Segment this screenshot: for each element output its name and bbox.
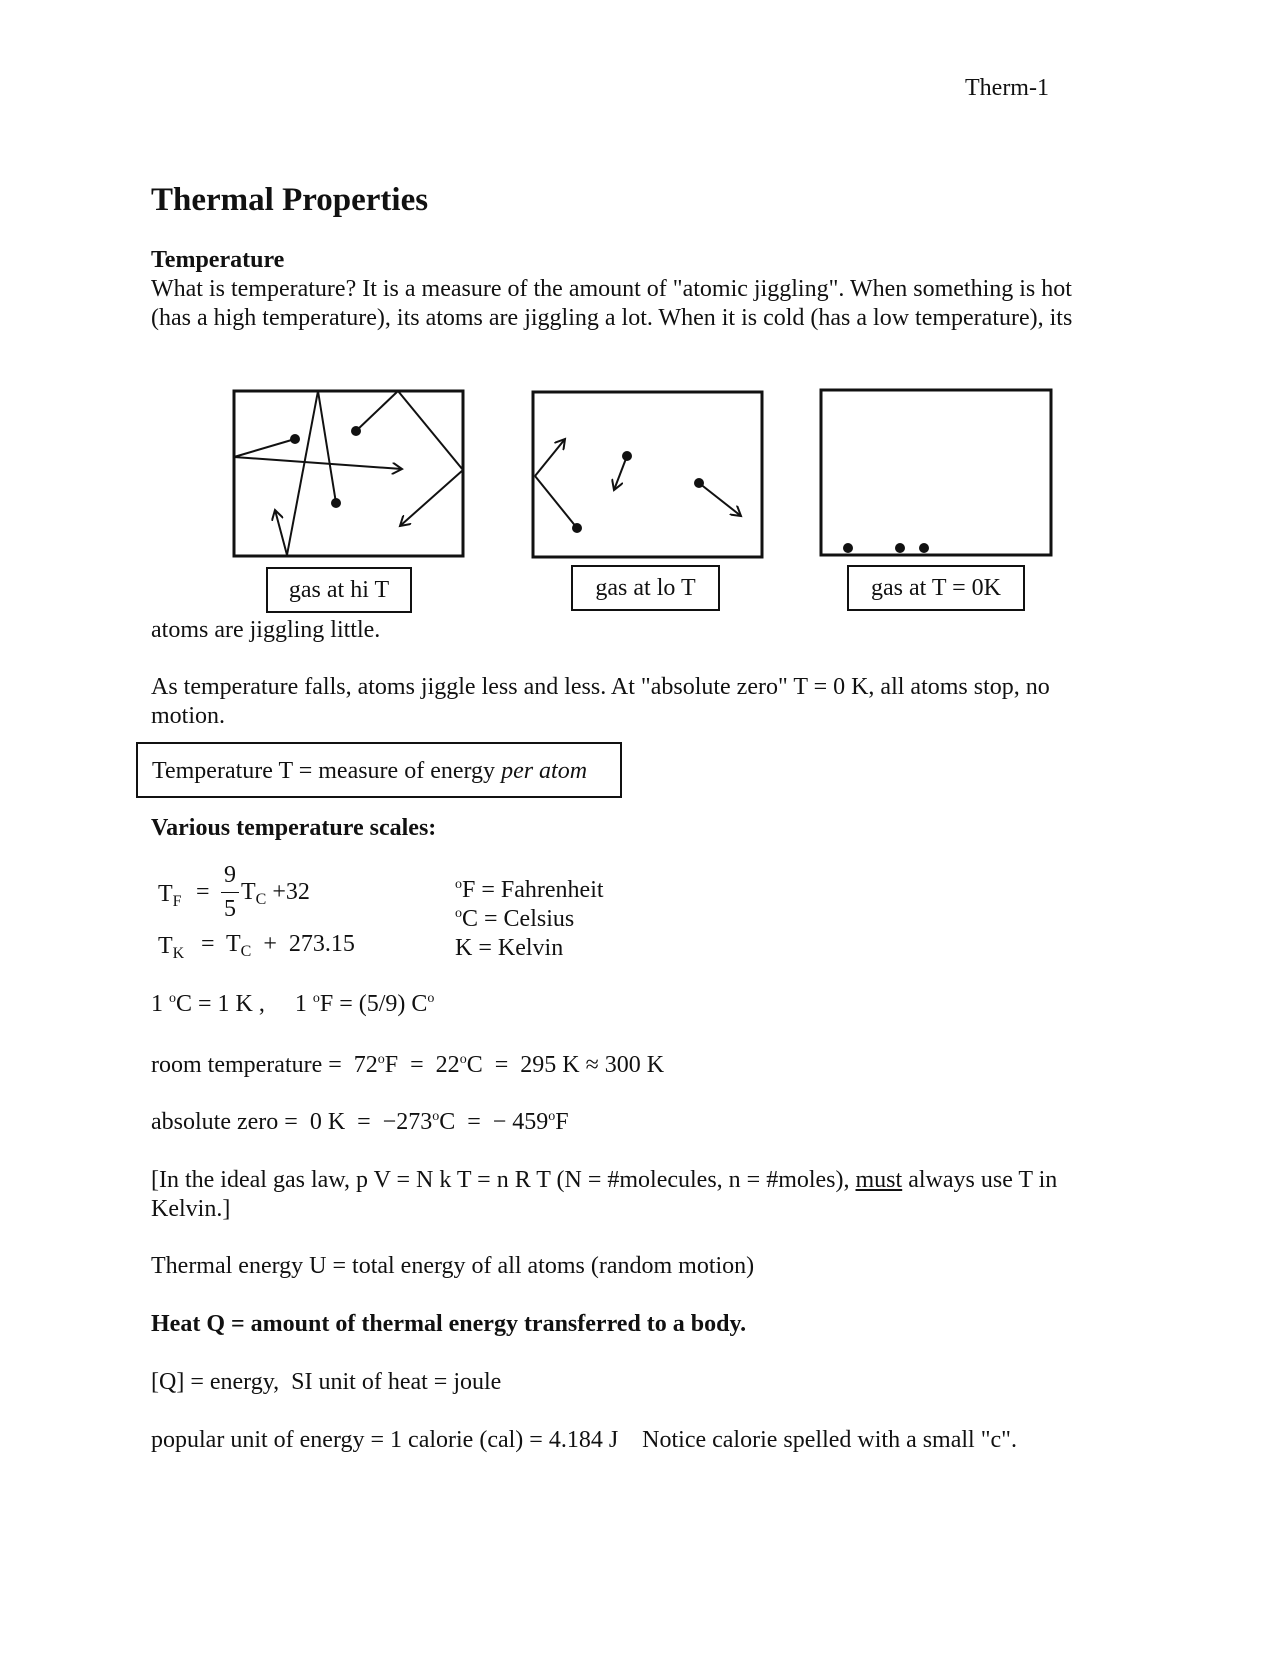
absolute-zero-line-1: As temperature falls, atoms jiggle less and less. At "absolute zero" T = 0 K, all atoms stop, no <box>151 674 1050 700</box>
definition-box <box>136 742 622 798</box>
intro-line-3: atoms are jiggling little. <box>151 617 381 643</box>
formula-f-lhs: $T_F$ <box>158 881 182 910</box>
section-heading-temperature: Temperature <box>151 247 285 273</box>
gas-diagram-drawing <box>0 0 1280 640</box>
definition-text: Temperature T = measure of energy <box>152 758 502 784</box>
page-label: Therm-1 <box>965 75 1049 101</box>
scales-heading: Various temperature scales: <box>151 815 437 841</box>
thermal-energy-line: Thermal energy U = total energy of all atoms (random motion) <box>151 1253 755 1279</box>
box-zero <box>821 390 1051 555</box>
heat-units-line: [Q] = energy, SI unit of heat = joule <box>151 1369 502 1395</box>
legend-celsius: $^o$C = Celsius <box>455 906 575 932</box>
box-cold <box>533 392 762 557</box>
atoms-cold <box>535 439 741 528</box>
absolute-zero-line-2: motion. <box>151 703 226 729</box>
atoms-hot <box>234 391 463 555</box>
intro-line-2: (has a high temperature), its atoms are jiggling a lot. When it is cold (has a low temperature), its <box>151 305 1073 331</box>
atom-dots-cold <box>572 451 704 533</box>
caption-hot: gas at hi T <box>266 567 412 613</box>
page-title: Thermal Properties <box>151 182 429 218</box>
unit-equivalence: 1 $^o$C = 1 K , 1 $^o$F = (5/9) $C^o$ <box>151 991 435 1017</box>
caption-zero: gas at T = 0K <box>847 565 1025 611</box>
definition-emphasis: per atom <box>501 758 588 784</box>
legend-kelvin: K = Kelvin <box>455 935 564 961</box>
ideal-gas-line-1: [In the ideal gas law, p V = N k T = n R T (N = #molecules, n = #moles), must always use T in <box>151 1167 1058 1193</box>
formula-k-rhs: $T_C + 273.15$ <box>226 931 355 960</box>
legend-fahrenheit: $^o$F = Fahrenheit <box>455 877 604 903</box>
formula-k-lhs: $T_K$ <box>158 933 185 962</box>
formula-f-fraction-bar <box>221 892 239 893</box>
atom-dots-zero <box>843 543 929 553</box>
formula-f-numerator: 9 <box>224 862 236 888</box>
formula-f-rhs: $T_C +32$ <box>241 879 310 908</box>
formula-f-denominator: 5 <box>224 896 236 922</box>
formula-k-eq: = <box>201 931 215 957</box>
heat-definition-line: Heat Q = amount of thermal energy transferred to a body. <box>151 1311 747 1337</box>
intro-line-1: What is temperature? It is a measure of the amount of "atomic jiggling". When something is hot <box>151 276 1072 302</box>
room-temperature-line: room temperature = 72$^o$F = 22$^o$C = 295 K ≈ 300 K <box>151 1052 665 1078</box>
absolute-zero-values-line: absolute zero = 0 $K = -273^oC$ = − $459^oF$ <box>151 1109 569 1135</box>
caption-cold: gas at lo T <box>571 565 720 611</box>
formula-f-eq: = <box>196 879 210 905</box>
ideal-gas-line-2: Kelvin.] <box>151 1196 231 1222</box>
calorie-line: popular unit of energy = 1 calorie (cal) = 4.184 J Notice calorie spelled with a small "c". <box>151 1427 1017 1453</box>
box-hot <box>234 391 463 556</box>
